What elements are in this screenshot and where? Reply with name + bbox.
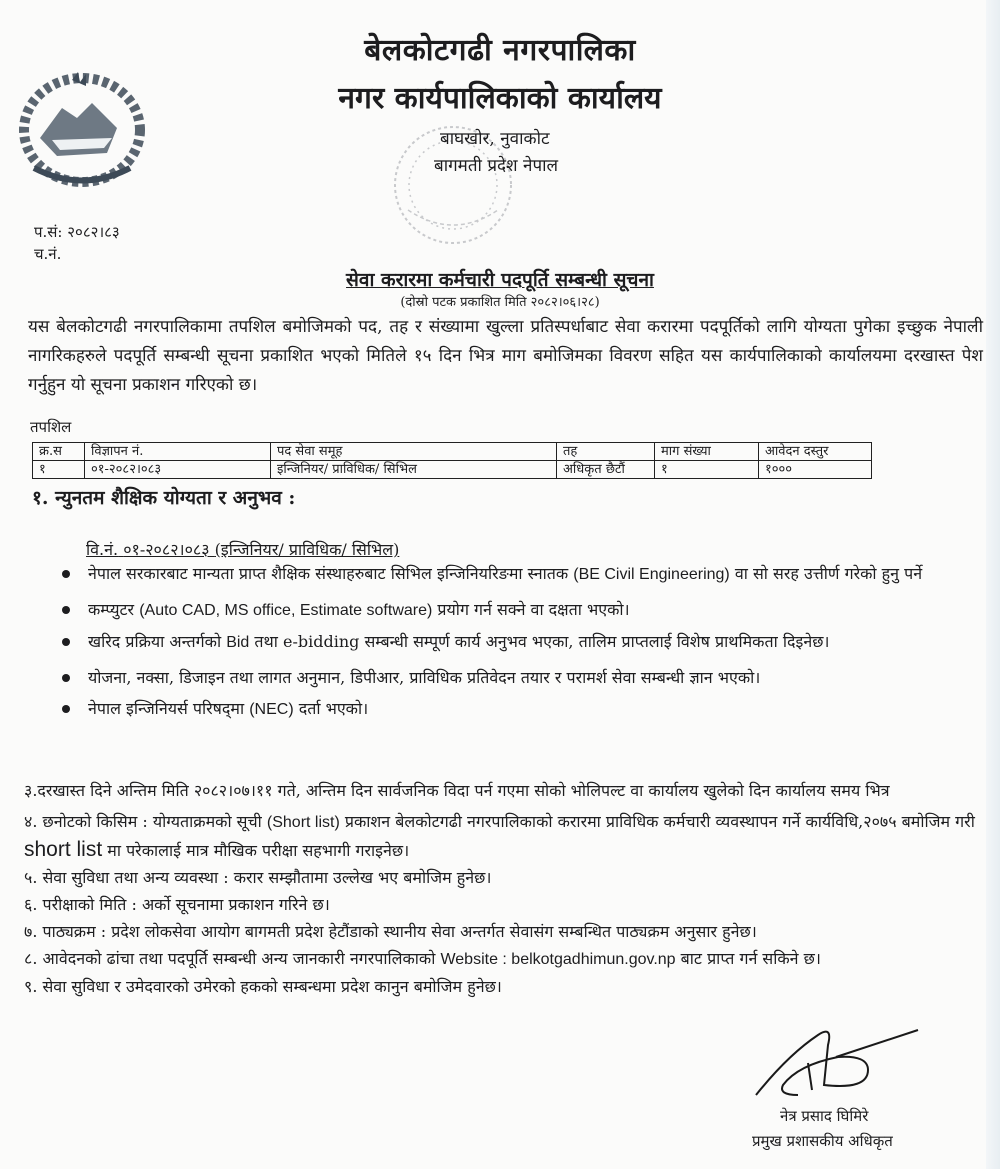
vacancy-table — [32, 442, 872, 479]
bullet-icon — [62, 570, 70, 578]
signatory-title: प्रमुख प्रशासकीय अधिकृत — [752, 1132, 893, 1150]
column-header-serial: क्र.स — [33, 443, 85, 461]
page-edge — [986, 0, 1000, 1169]
table-header-row — [33, 443, 872, 461]
section-exam-date: ६. परीक्षाको मिति : अर्को सूचनामा प्रकाशन गरिने छ। — [24, 895, 330, 914]
publication-date-note: (दोस्रो पटक प्रकाशित मिति २०८२।०६।२८) — [400, 295, 600, 310]
section-facilities: ५. सेवा सुविधा तथा अन्य व्यवस्था : करार सम्झौतामा उल्लेख भए बमोजिम हुनेछ। — [24, 868, 492, 887]
qualifications-heading: १. न्युनतम शैक्षिक योग्यता र अनुभव : — [32, 487, 296, 509]
column-header-demand-count: माग संख्या — [655, 443, 759, 461]
column-header-level: तह — [557, 443, 655, 461]
section-syllabus: ७. पाठ्यक्रम : प्रदेश लोकसेवा आयोग बागमती प्रदेश हेटौंडाको स्थानीय सेवा अन्तर्गत सेवासंग सम्बन्धित पाठ्यक्रम अनुसार हुनेछ। — [24, 922, 757, 941]
column-header-post-service-group: पद सेवा समूह — [271, 443, 557, 461]
table-caption: तपशिल — [30, 418, 72, 436]
table-row — [33, 461, 872, 479]
section-application-form: ८. आवेदनको ढांचा तथा पदपूर्ति सम्बन्धी अन्य जानकारी नगरपालिकाको Website : belkotgadhimun.gov.np बाट प्राप्त गर्न सकिने छ। — [24, 949, 821, 968]
qualification-list — [52, 560, 972, 723]
list-item: नेपाल इन्जिनियर्स परिषद्‌मा (NEC) दर्ता भएको। — [52, 695, 972, 723]
ad-reference-number: ०१-२०८२।०८३ — [123, 540, 210, 559]
ad-reference-prefix: वि.नं. — [86, 540, 119, 559]
organization-name: बेलकोटगढी नगरपालिका — [364, 33, 636, 68]
address-district: बाघखोर, नुवाकोट — [440, 129, 550, 149]
ad-reference-post: (इन्जिनियर/ प्राविधिक/ सिभिल) — [214, 540, 400, 559]
cell-demand-count: १ — [655, 461, 759, 479]
cell-post-service-group: इन्जिनियर/ प्राविधिक/ सिभिल — [271, 461, 557, 479]
dispatch-number: च.नं. — [34, 245, 62, 263]
office-name: नगर कार्यपालिकाको कार्यालय — [338, 81, 662, 116]
cell-serial: १ — [33, 461, 85, 479]
notice-intro-paragraph: यस बेलकोटगढी नगरपालिकामा तपशिल बमोजिमको पद, तह र संख्यामा खुल्ला प्रतिस्पर्धाबाट सेवा करारमा पदपूर्तिको लागि योग्यता पुगेका इच्छुक नेपाली नागरिकहरुले पदपूर्ति सम्बन्धी सूचना प्रकाशित भएको मितिले १५ दिन भित्र माग बमोजिमका विवरण सहित यस कार्यपालिकाको कार्यालयमा दरखास्त पेश गर्नुहुन यो सूचना प्रकाशन गरिएको छ। — [28, 317, 983, 395]
letter-number: प.सं: २०८२।८३ — [34, 223, 120, 241]
list-item: खरिद प्रक्रिया अन्तर्गको Bid तथा e-bidding सम्बन्धी सम्पूर्ण कार्य अनुभव भएका, तालिम प्राप्तलाई विशेष प्राथमिकता दिइनेछ। — [52, 628, 972, 656]
website-link[interactable]: Website : belkotgadhimun.gov.np — [440, 951, 676, 968]
address-province: बागमती प्रदेश नेपाल — [434, 156, 559, 176]
column-header-ad-number: विज्ञापन नं. — [85, 443, 271, 461]
list-item: नेपाल सरकारबाट मान्यता प्राप्त शैक्षिक संस्थाहरुबाट सिभिल इन्जिनियरिङमा स्नातक (BE Civil Engineering) वा सो सरह उत्तीर्ण गरेको हुनु पर्ने — [52, 560, 972, 588]
list-item: कम्प्युटर (Auto CAD, MS office, Estimate software) प्रयोग गर्न सक्ने वा दक्षता भएको। — [52, 596, 972, 624]
cell-application-fee: १००० — [759, 461, 872, 479]
signature-icon — [728, 1015, 928, 1105]
notice-sections — [24, 777, 979, 1000]
bullet-icon — [62, 705, 70, 713]
cell-ad-number: ०१-२०८२।०८३ — [85, 461, 271, 479]
signatory-name: नेत्र प्रसाद घिमिरे — [780, 1107, 869, 1125]
bullet-icon — [62, 674, 70, 682]
bullet-icon — [62, 638, 70, 646]
notice-subject: सेवा करारमा कर्मचारी पदपूर्ति सम्बन्धी सूचना — [346, 269, 654, 291]
ad-reference — [86, 538, 399, 560]
section-selection-method: ४. छनोटको किसिम : योग्यताक्रमको सूची (Short list) प्रकाशन बेलकोटगढी नगरपालिकाको करारमा प्राविधिक कर्मचारी व्यवस्थापन गर्ने कार्यविधि,२०७५ बमोजिम गरी short list मा परेकालाई मात्र मौखिक परीक्षा सहभागी गराइनेछ। — [24, 812, 975, 861]
list-item: योजना, नक्सा, डिजाइन तथा लागत अनुमान, डिपीआर, प्राविधिक प्रतिवेदन तयार र परामर्श सेवा सम्बन्धी ज्ञान भएको। — [52, 664, 972, 691]
column-header-application-fee: आवेदन दस्तुर — [759, 443, 872, 461]
section-age: ९. सेवा सुविधा र उमेदवारको उमेरको हकको सम्बन्धमा प्रदेश कानुन बमोजिम हुनेछ। — [24, 977, 502, 996]
section-deadline: ३.दरखास्त दिने अन्तिम मिति २०८२।०७।११ गते, अन्तिम दिन सार्वजनिक विदा पर्न गएमा सोको भोलिपल्ट वा कार्यालय खुलेको दिन कार्यालय समय भित्र — [24, 781, 890, 800]
bullet-icon — [62, 606, 70, 614]
cell-level: अधिकृत छैटौं — [557, 461, 655, 479]
